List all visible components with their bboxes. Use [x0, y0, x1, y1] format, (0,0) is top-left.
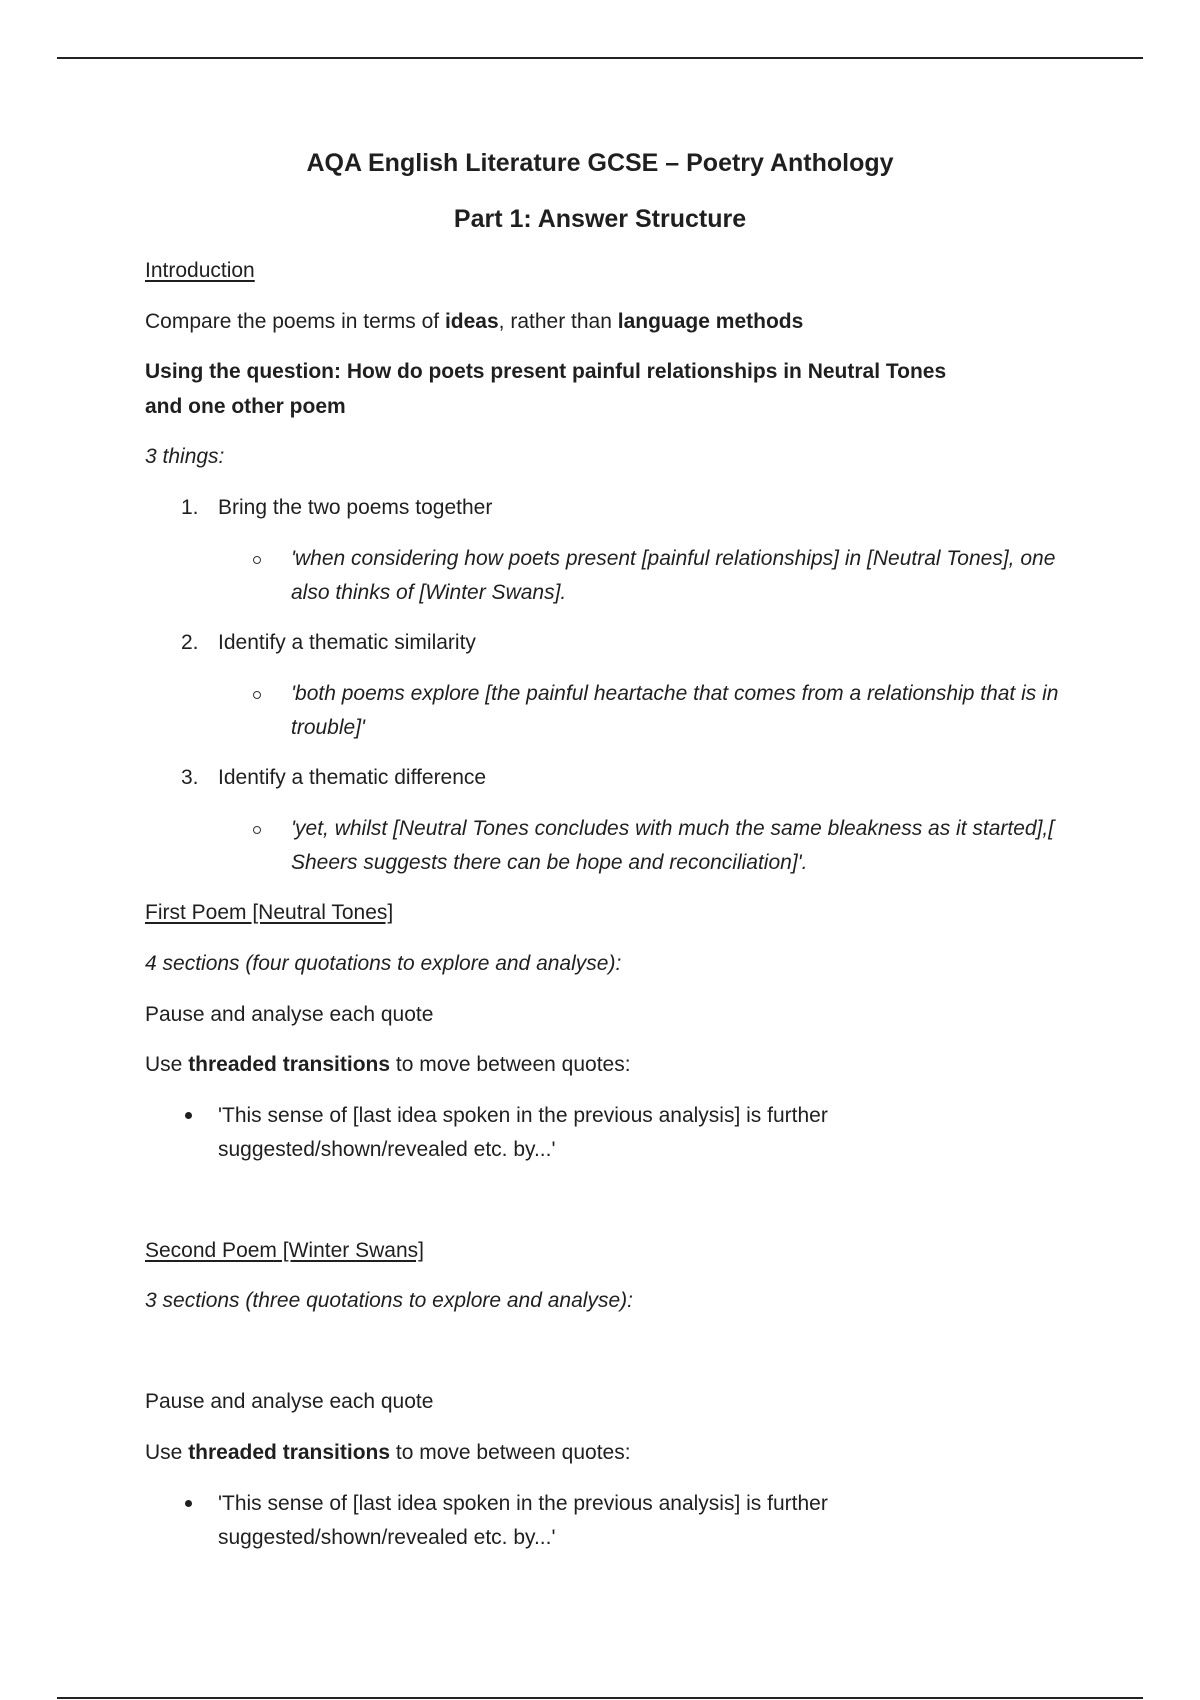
hollow-bullet-icon: [253, 826, 261, 834]
first-poem-pause: Pause and analyse each quote: [145, 1003, 434, 1026]
step-text: Identify a thematic difference: [218, 766, 487, 789]
compare-prefix: Compare the poems in terms of: [145, 310, 445, 333]
bottom-rule: [57, 1697, 1143, 1699]
hollow-bullet-icon: [253, 556, 261, 564]
second-poem-transitions: [145, 1436, 631, 1470]
document-subtitle: Part 1: Answer Structure: [453, 205, 747, 233]
step-number: 2.: [181, 631, 199, 654]
step-example: 'when considering how poets present [painful relationships] in [Neutral Tones], one also thinks of [Winter Swans].: [291, 547, 1056, 604]
transitions-prefix: Use: [145, 1053, 189, 1076]
transitions-bold: threaded transitions: [188, 1441, 391, 1464]
three-things-label: 3 things:: [145, 445, 225, 468]
step-text: Bring the two poems together: [218, 496, 493, 519]
step-example: 'both poems explore [the painful heartache that comes from a relationship that is in trouble]': [291, 682, 1059, 739]
document-title: AQA English Literature GCSE – Poetry Anthology: [306, 149, 894, 177]
hollow-bullet-icon: [253, 691, 261, 699]
first-poem-bullet-text: 'This sense of [last idea spoken in the previous analysis] is further suggested/shown/revealed etc. by...': [218, 1104, 828, 1161]
question-line-2: and one other poem: [145, 395, 346, 418]
compare-middle: , rather than: [498, 310, 618, 333]
transitions-bold: threaded transitions: [188, 1053, 391, 1076]
bullet-icon: [185, 1112, 192, 1119]
first-poem-heading: First Poem [Neutral Tones]: [145, 901, 394, 924]
second-poem-pause: Pause and analyse each quote: [145, 1390, 434, 1413]
first-poem-sections: 4 sections (four quotations to explore and analyse):: [145, 952, 622, 975]
step-number: 1.: [181, 496, 199, 519]
second-poem-bullet-text: 'This sense of [last idea spoken in the previous analysis] is further suggested/shown/revealed etc. by...': [218, 1492, 828, 1549]
transitions-suffix: to move between quotes:: [390, 1053, 631, 1076]
compare-line: [145, 305, 803, 339]
bullet-icon: [185, 1500, 192, 1507]
step-text: Identify a thematic similarity: [218, 631, 476, 654]
top-rule: [57, 57, 1143, 59]
question-line-1: Using the question: How do poets present painful relationships in Neutral Tones: [145, 360, 947, 383]
compare-ideas: ideas: [444, 310, 499, 333]
compare-language-methods: language methods: [617, 310, 804, 333]
step-example: 'yet, whilst [Neutral Tones concludes with much the same bleakness as it started],[ Sheers suggests there can be hope and reconciliation]'.: [291, 817, 1055, 874]
first-poem-transitions: [145, 1048, 631, 1082]
second-poem-heading: Second Poem [Winter Swans]: [145, 1239, 424, 1262]
step-number: 3.: [181, 766, 199, 789]
second-poem-sections: 3 sections (three quotations to explore and analyse):: [145, 1289, 633, 1312]
introduction-heading: Introduction: [145, 259, 255, 282]
transitions-prefix: Use: [145, 1441, 189, 1464]
transitions-suffix: to move between quotes:: [390, 1441, 631, 1464]
